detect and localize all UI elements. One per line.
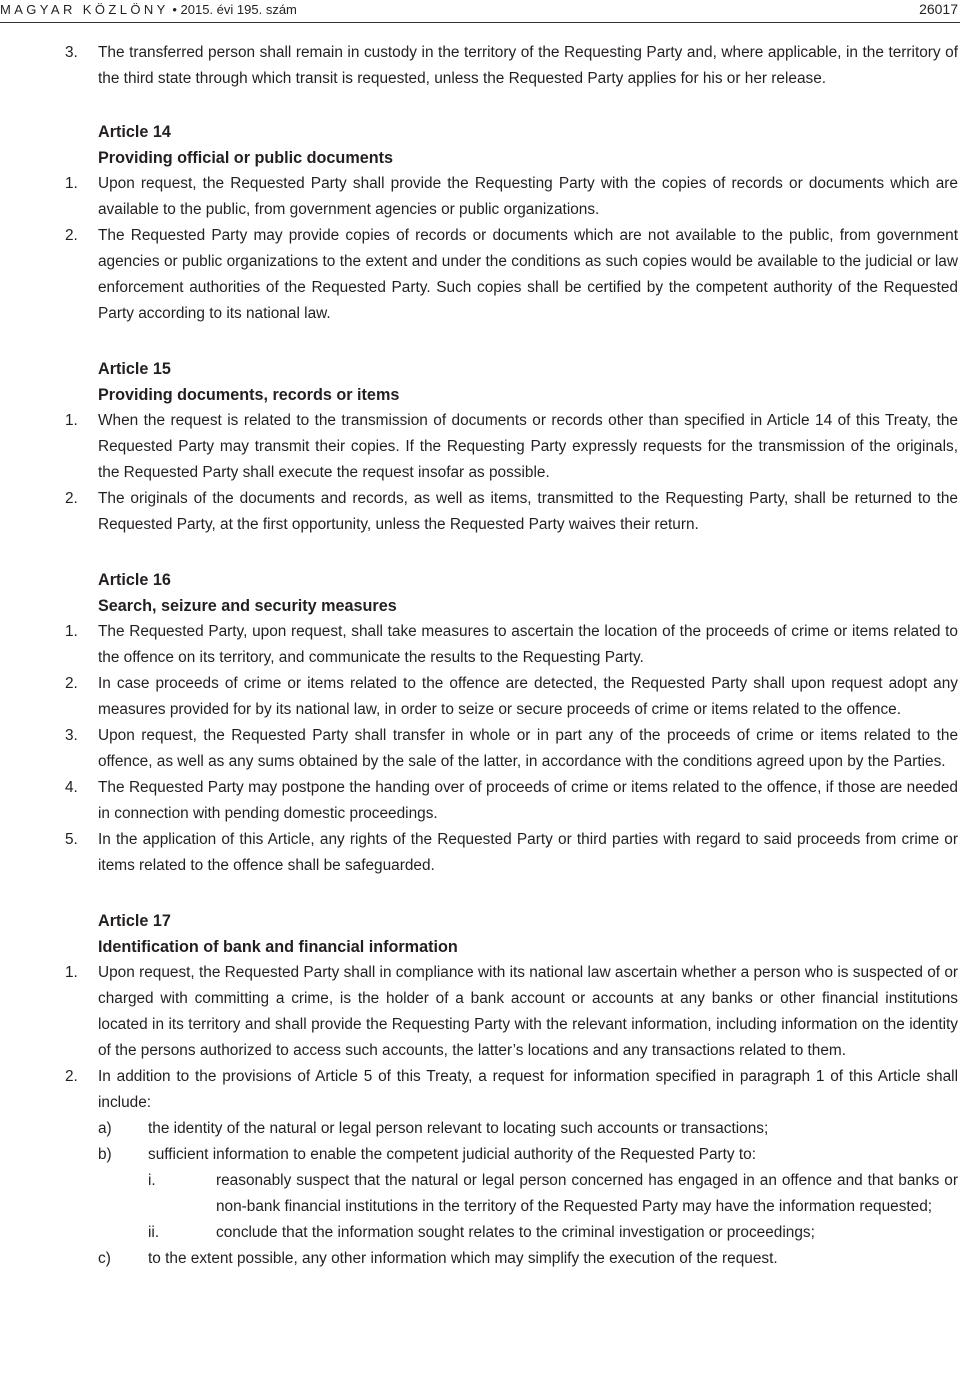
paragraph <box>0 723 960 775</box>
article-17-subtitle: Identification of bank and financial information <box>98 938 458 956</box>
magazine-name: MAGYAR KÖZLÖNY <box>0 2 169 17</box>
paragraph <box>0 171 960 223</box>
paragraph <box>0 827 960 879</box>
header-bullet: • <box>172 2 177 17</box>
list-item-label: b) <box>98 1146 112 1163</box>
paragraph <box>0 1064 960 1116</box>
list-item-label: c) <box>98 1250 111 1267</box>
sub-list-item <box>0 1168 960 1220</box>
list-item <box>0 1116 960 1142</box>
paragraph-text: In addition to the provisions of Article 5 of this Treaty, a request for information specified in paragraph 1 of this Article shall include: <box>98 1068 958 1111</box>
article-17-heading: Article 17 <box>98 912 171 930</box>
paragraph-text: The Requested Party, upon request, shall take measures to ascertain the location of the proceeds of crime or items related to the offence on its territory, and communicate the results to the Requesting Party. <box>98 623 958 666</box>
article-15-heading: Article 15 <box>98 360 171 378</box>
list-item-text: to the extent possible, any other information which may simplify the execution of the request. <box>148 1250 778 1267</box>
paragraph-text: In case proceeds of crime or items related to the offence are detected, the Requested Party shall upon request adopt any measures provided for by its national law, in order to seize or secure proceeds of crime or items related to the offence. <box>98 675 958 718</box>
paragraph-number: 1. <box>65 175 78 192</box>
article-14-subtitle: Providing official or public documents <box>98 149 393 167</box>
list-item <box>0 1142 960 1168</box>
paragraph <box>0 619 960 671</box>
article-16-subtitle: Search, seizure and security measures <box>98 597 397 615</box>
paragraph-text: In the application of this Article, any rights of the Requested Party or third parties with regard to said proceeds from crime or items related to the offence shall be safeguarded. <box>98 831 958 874</box>
article-15-subtitle: Providing documents, records or items <box>98 386 400 404</box>
sub-list-item-label: i. <box>148 1172 156 1189</box>
list-item-label: a) <box>98 1120 112 1137</box>
paragraph-text: Upon request, the Requested Party shall provide the Requesting Party with the copies of records or documents which are available to the public, from government agencies or public organizations. <box>98 175 958 218</box>
sub-list-item-text: reasonably suspect that the natural or legal person concerned has engaged in an offence and that banks or non-bank financial institutions in the territory of the Requested Party may have the information requested; <box>216 1172 958 1215</box>
issue-label: 2015. évi 195. szám <box>180 2 297 17</box>
paragraph-text: The Requested Party may postpone the handing over of proceeds of crime or items related to the offence, if those are needed in connection with pending domestic proceedings. <box>98 779 958 822</box>
paragraph <box>0 486 960 538</box>
paragraph-number: 2. <box>65 1068 78 1085</box>
paragraph-number: 1. <box>65 623 78 640</box>
paragraph <box>0 40 960 92</box>
article-16-heading: Article 16 <box>98 571 171 589</box>
page-header <box>0 0 960 22</box>
paragraph-text: Upon request, the Requested Party shall in compliance with its national law ascertain whether a person who is suspected of or charged with committing a crime, is the holder of a bank account or accounts at any banks or other financial institutions located in its territory and shall provide the Requesting Party with the relevant information, including information on the identity of the persons authorized to access such accounts, the latter’s locations and any transactions related to them. <box>98 964 958 1059</box>
sub-list-item <box>0 1220 960 1246</box>
paragraph-number: 1. <box>65 964 78 981</box>
paragraph-text: The originals of the documents and records, as well as items, transmitted to the Requesting Party, shall be returned to the Requested Party, at the first opportunity, unless the Requested Party waives their return. <box>98 490 958 533</box>
sub-list-item-text: conclude that the information sought relates to the criminal investigation or proceedings; <box>216 1224 815 1241</box>
article-14-heading: Article 14 <box>98 123 171 141</box>
paragraph <box>0 408 960 486</box>
list-item <box>0 1246 960 1272</box>
paragraph-number: 1. <box>65 412 78 429</box>
paragraph-text: The Requested Party may provide copies of records or documents which are not available to the public, from government agencies or public organizations to the extent and under the conditions as such copies would be available to the judicial or law enforcement authorities of the Requested Party. Such copies shall be certified by the competent authority of the Requested Party according to its national law. <box>98 227 958 322</box>
paragraph <box>0 223 960 327</box>
document-body <box>0 40 960 1272</box>
paragraph-text: Upon request, the Requested Party shall transfer in whole or in part any of the proceeds of crime or items related to the offence, as well as any sums obtained by the sale of the latter, in accordance with the conditions agreed upon by the Parties. <box>98 727 958 770</box>
header-publication <box>0 2 297 17</box>
paragraph-number: 2. <box>65 490 78 507</box>
paragraph-number: 2. <box>65 675 78 692</box>
paragraph-number: 5. <box>65 831 78 848</box>
paragraph-text: When the request is related to the transmission of documents or records other than specified in Article 14 of this Treaty, the Requested Party may transmit their copies. If the Requesting Party expressly requests for the transmission of the originals, the Requested Party shall execute the request insofar as possible. <box>98 412 958 481</box>
sub-list-item-label: ii. <box>148 1224 160 1241</box>
paragraph-number: 4. <box>65 779 78 796</box>
list-item-text: the identity of the natural or legal person relevant to locating such accounts or transactions; <box>148 1120 769 1137</box>
paragraph-number: 2. <box>65 227 78 244</box>
paragraph <box>0 775 960 827</box>
paragraph <box>0 960 960 1064</box>
header-rule <box>0 22 960 23</box>
paragraph-number: 3. <box>65 44 78 61</box>
paragraph-number: 3. <box>65 727 78 744</box>
paragraph-text: The transferred person shall remain in custody in the territory of the Requesting Party and, where applicable, in the territory of the third state through which transit is requested, unless the Requested Party applies for his or her release. <box>98 44 958 87</box>
paragraph <box>0 671 960 723</box>
page-number: 26017 <box>919 1 958 17</box>
list-item-text: sufficient information to enable the competent judicial authority of the Requested Party to: <box>148 1146 757 1163</box>
